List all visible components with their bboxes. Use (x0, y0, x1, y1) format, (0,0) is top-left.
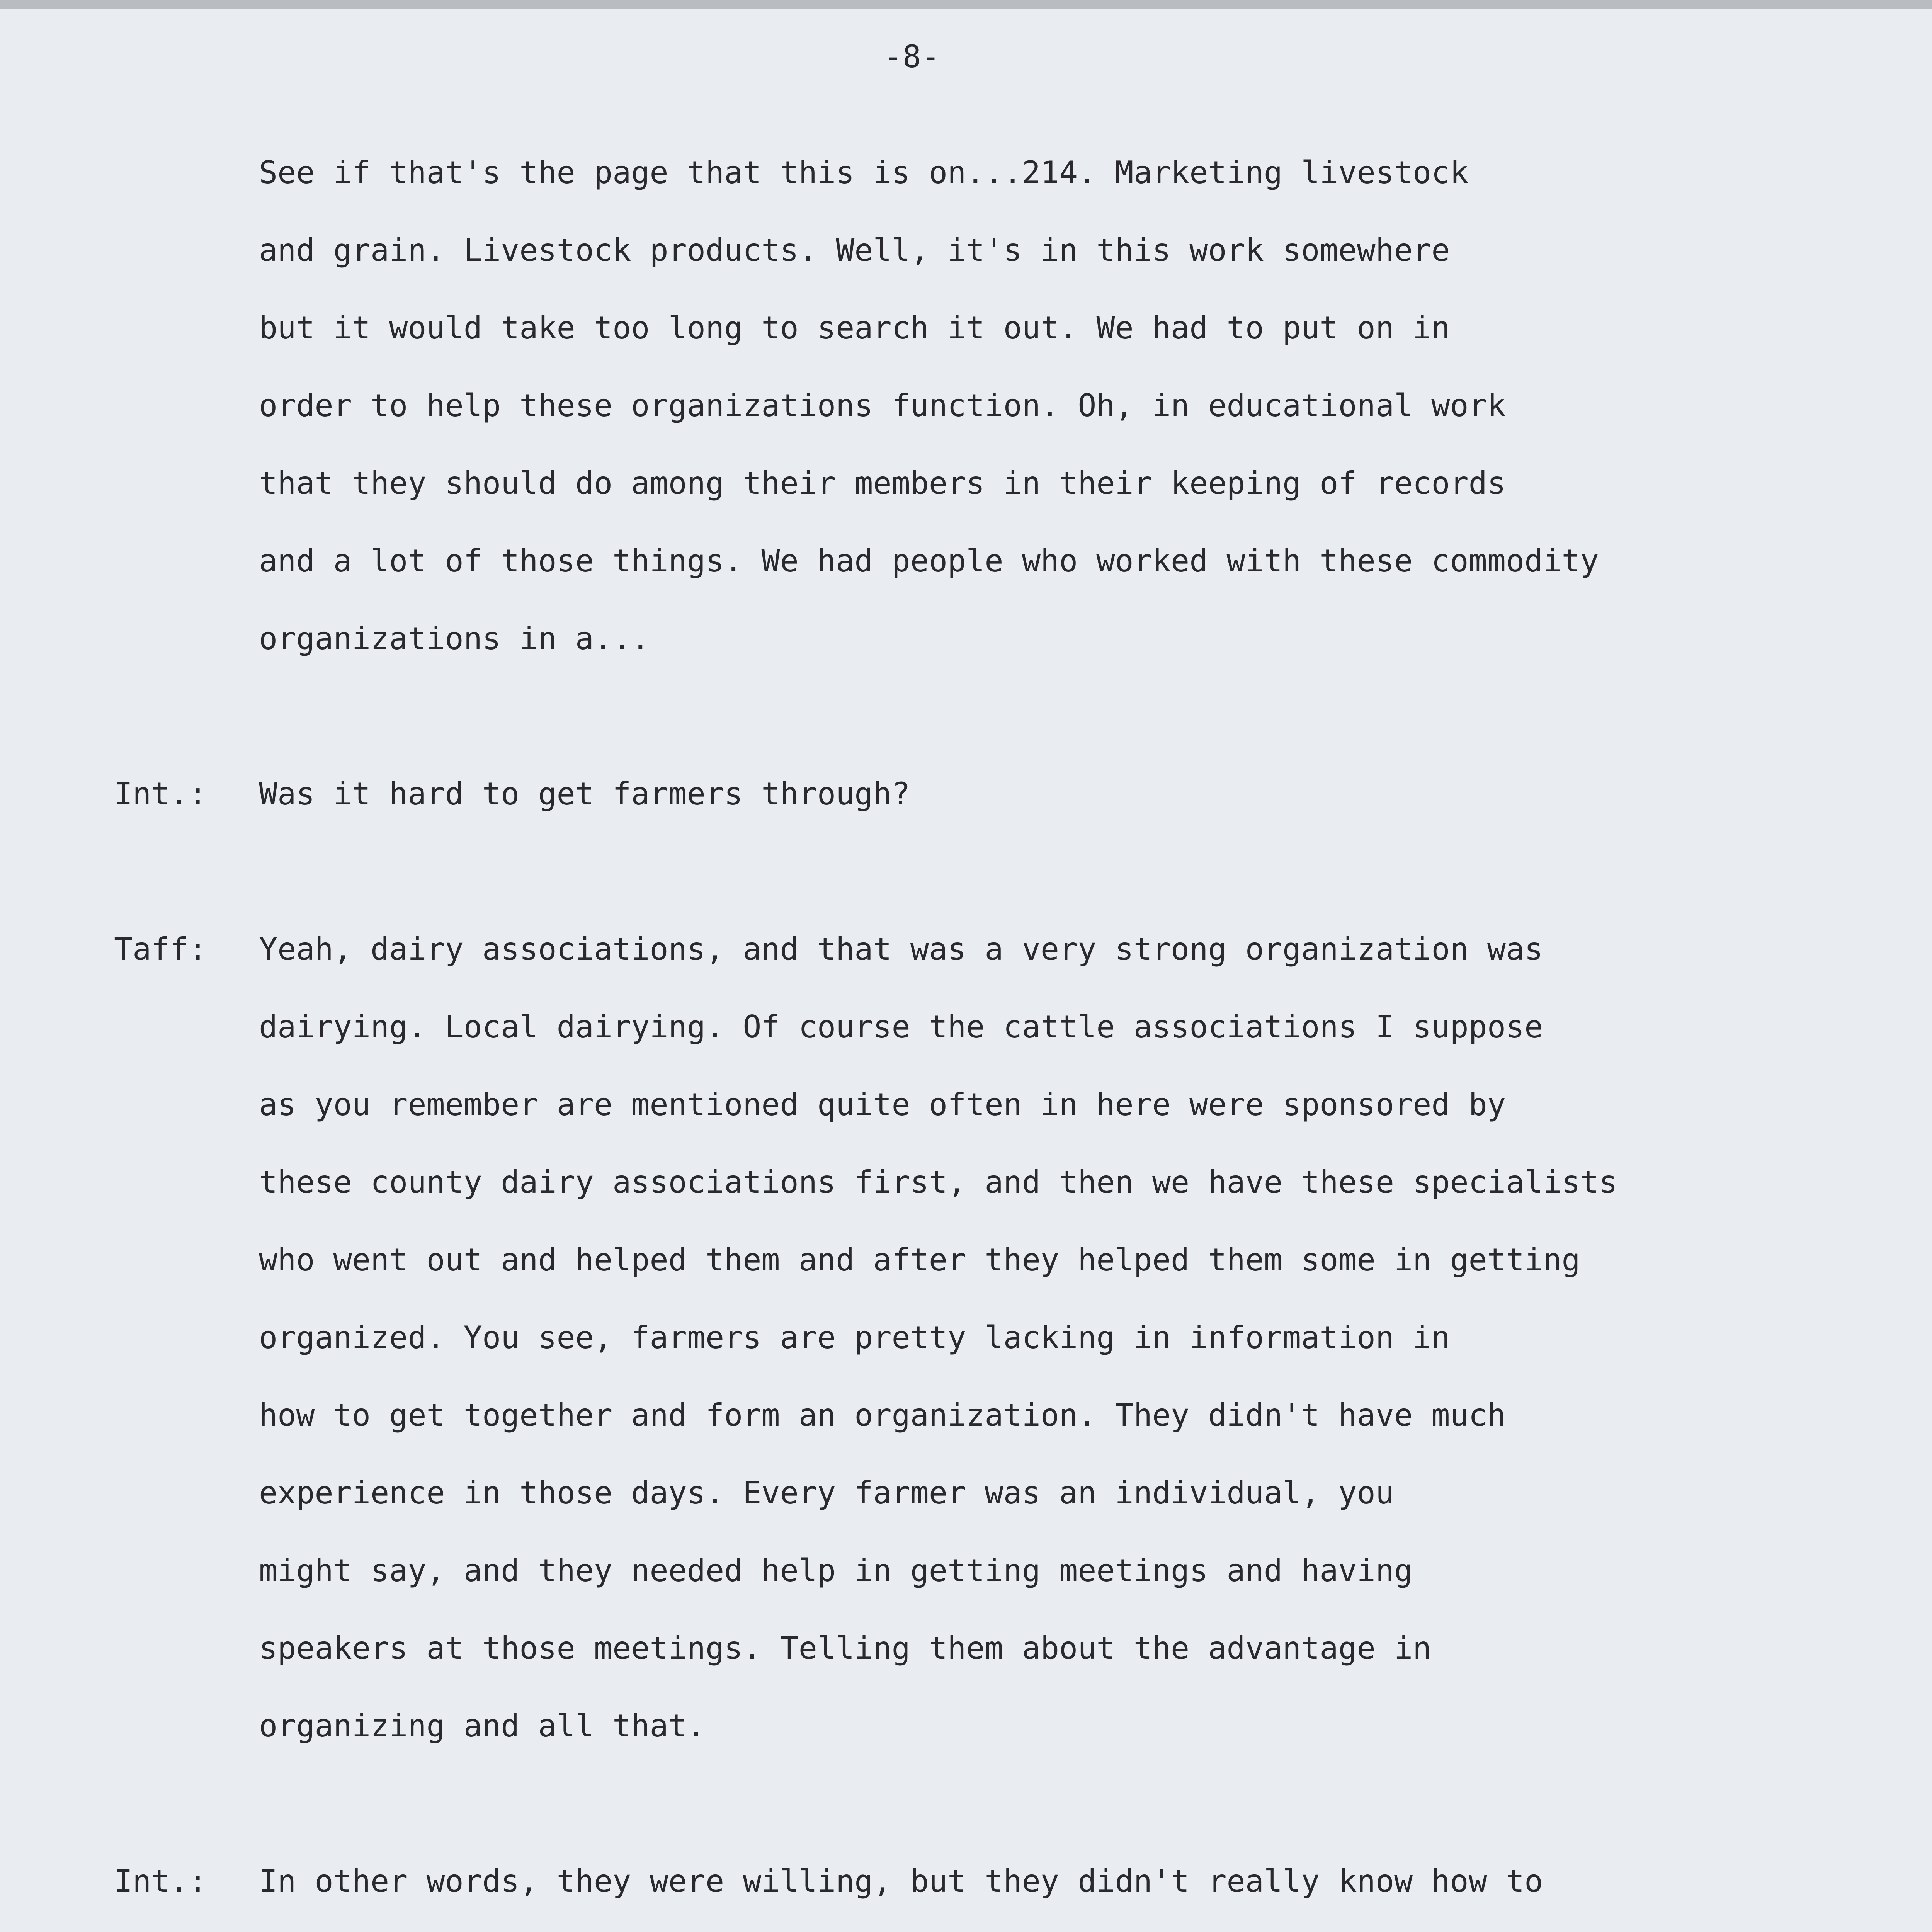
text-line: and grain. Livestock products. Well, it's in this work somewhere (259, 232, 1450, 268)
text-line: might say, and they needed help in getting meetings and having (259, 1553, 1413, 1588)
text-line: as you remember are mentioned quite often in here were sponsored by (259, 1087, 1506, 1122)
text-line: In other words, they were willing, but they didn't really know how to (259, 1863, 1543, 1899)
text-line: order to help these organizations function. Oh, in educational work (259, 388, 1506, 423)
text-line: experience in those days. Every farmer was an individual, you (259, 1475, 1395, 1511)
text-line: but it would take too long to search it out. We had to put on in (259, 310, 1450, 346)
text-line: who went out and helped them and after they helped them some in getting (259, 1242, 1580, 1278)
speaker-label: Int.: (114, 776, 207, 812)
speaker-label: Int.: (114, 1863, 207, 1899)
scan-edge-top (0, 0, 1932, 9)
text-line: Was it hard to get farmers through? (259, 776, 910, 812)
page-number: -8- (884, 39, 940, 75)
speaker-label: Taff: (114, 931, 207, 967)
text-line: dairying. Local dairying. Of course the cattle associations I suppose (259, 1009, 1543, 1045)
text-line: See if that's the page that this is on...214. Marketing livestock (259, 155, 1469, 190)
text-line: speakers at those meetings. Telling them about the advantage in (259, 1630, 1432, 1666)
text-line: organized. You see, farmers are pretty lacking in information in (259, 1320, 1450, 1355)
text-line: organizing and all that. (259, 1708, 706, 1744)
text-line: Yeah, dairy associations, and that was a very strong organization was (259, 931, 1543, 967)
text-line: and a lot of those things. We had people who worked with these commodity (259, 543, 1599, 579)
text-line: these county dairy associations first, and then we have these specialists (259, 1164, 1617, 1200)
text-line: how to get together and form an organization. They didn't have much (259, 1397, 1506, 1433)
text-line: organizations in a... (259, 621, 650, 656)
text-line: that they should do among their members in their keeping of records (259, 465, 1506, 501)
